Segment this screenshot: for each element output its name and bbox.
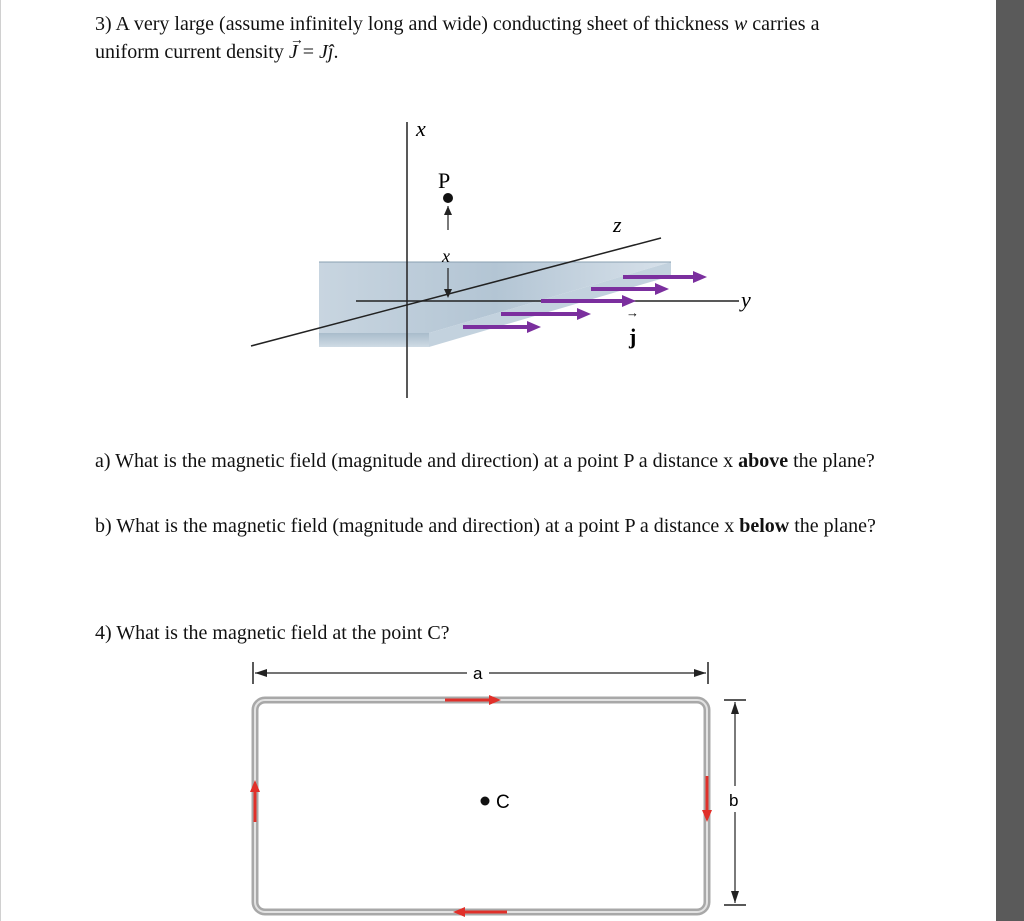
eq-period: . (333, 41, 339, 63)
current-j-label: j (629, 324, 637, 349)
height-arrow-bottom (731, 891, 739, 903)
axis-z-label: z (613, 212, 622, 237)
eq-unit-vector: ĵ (327, 41, 334, 63)
part-a-text: a) What is the magnetic field (magnitude and direction) at a point P a distance x (95, 450, 734, 472)
point-p-label: P (438, 168, 451, 193)
rectangular-loop (255, 700, 707, 912)
distance-x-label: x (442, 246, 450, 266)
width-arrow-right (694, 669, 706, 677)
axis-y-label: y (741, 287, 751, 312)
viewer-background (996, 0, 1024, 921)
rectangular-loop-highlight (255, 700, 707, 912)
part-a-bold: above (738, 450, 789, 472)
part-a-text-end: the plane? (793, 450, 875, 472)
current-density-equation: → J = Jĵ (288, 33, 334, 63)
eq-lhs: J (288, 41, 298, 63)
problem-3-text-3: uniform current density (95, 41, 284, 63)
eq-equals: = (297, 41, 320, 63)
height-arrow-top (731, 702, 739, 714)
point-c-marker (481, 797, 490, 806)
axis-x-label: x (416, 116, 426, 141)
problem-3-text-1: 3) A very large (assume infinitely long and wide) conducting sheet of thickness (95, 13, 729, 35)
height-b-label: b (729, 791, 739, 810)
part-b-text: b) What is the magnetic field (magnitude and direction) at a point P a distance x (95, 515, 735, 537)
thickness-symbol: w (733, 13, 748, 35)
loop-figure (1, 0, 997, 921)
width-a-label: a (473, 664, 483, 683)
eq-rhs: J (319, 41, 328, 63)
width-arrow-left (255, 669, 267, 677)
current-vector-arrow-glyph: → (626, 305, 639, 320)
part-b-text-end: the plane? (794, 515, 876, 537)
part-b-bold: below (739, 515, 790, 537)
problem-3-text-2: carries a (752, 13, 820, 35)
point-c-label: C (496, 792, 510, 813)
problem-4-question: 4) What is the magnetic field at the point C? (95, 622, 450, 644)
